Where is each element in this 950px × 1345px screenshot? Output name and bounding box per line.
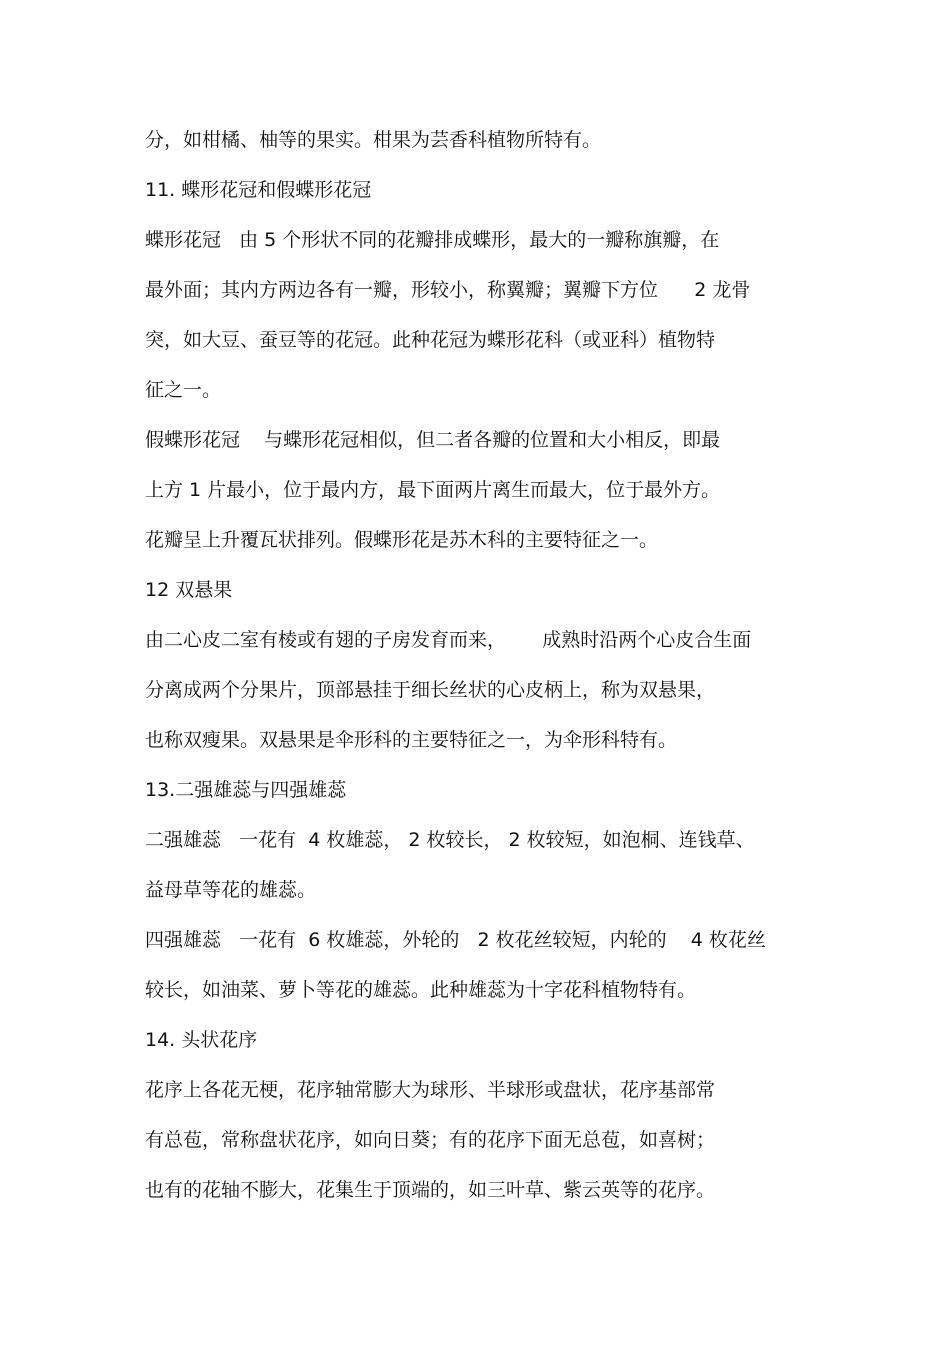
text-line-5: 突，如大豆、蚕豆等的花冠。此种花冠为蝶形花科（或亚科）植物特 (145, 329, 716, 351)
text-line-3: 蝶形花冠 由 5 个形状不同的花瓣排成蝶形，最大的一瓣称旗瓣，在 (145, 229, 720, 251)
text-line-21: 有总苞，常称盘状花序，如向日葵；有的花序下面无总苞，如喜树； (145, 1129, 716, 1151)
text-line-7: 假蝶形花冠 与蝶形花冠相似，但二者各瓣的位置和大小相反，即最 (145, 429, 721, 451)
text-line-8: 上方 1 片最小，位于最内方，最下面两片离生而最大，位于最外方。 (145, 479, 721, 501)
text-line-20: 花序上各花无梗，花序轴常膨大为球形、半球形或盘状，花序基部常 (145, 1079, 716, 1101)
text-line-15: 二强雄蕊 一花有 4 枚雄蕊， 2 枚较长， 2 枚较短，如泡桐、连钱草、 (145, 829, 755, 851)
text-line-6: 征之一。 (145, 379, 222, 401)
text-line-4: 最外面；其内方两边各有一瓣，形较小，称翼瓣；翼瓣下方位 2 龙骨 (145, 279, 751, 301)
text-line-13: 也称双瘦果。双悬果是伞形科的主要特征之一，为伞形科特有。 (145, 729, 678, 751)
text-line-18: 较长，如油菜、萝卜等花的雄蕊。此种雄蕊为十字花科植物特有。 (145, 979, 697, 1001)
text-line-11: 由二心皮二室有棱或有翅的子房发育而来， 成熟时沿两个心皮合生面 (145, 629, 752, 651)
text-line-16: 益母草等花的雄蕊。 (145, 879, 317, 901)
document-body (145, 122, 825, 1222)
text-line-12: 分离成两个分果片，顶部悬挂于细长丝状的心皮柄上，称为双悬果， (145, 679, 716, 701)
section-heading-13: 13.二强雄蕊与四强雄蕊 (145, 779, 347, 801)
text-line-1: 分，如柑橘、柚等的果实。柑果为芸香科植物所特有。 (145, 129, 602, 151)
text-line-17: 四强雄蕊 一花有 6 枚雄蕊，外轮的 2 枚花丝较短，内轮的 4 枚花丝 (145, 929, 766, 951)
section-heading-14: 14. 头状花序 (145, 1029, 258, 1051)
text-line-9: 花瓣呈上升覆瓦状排列。假蝶形花是苏木科的主要特征之一。 (145, 529, 659, 551)
section-heading-11: 11. 蝶形花冠和假蝶形花冠 (145, 179, 372, 201)
text-line-22: 也有的花轴不膨大，花集生于顶端的，如三叶草、紫云英等的花序。 (145, 1179, 716, 1201)
section-heading-12: 12 双悬果 (145, 579, 233, 601)
